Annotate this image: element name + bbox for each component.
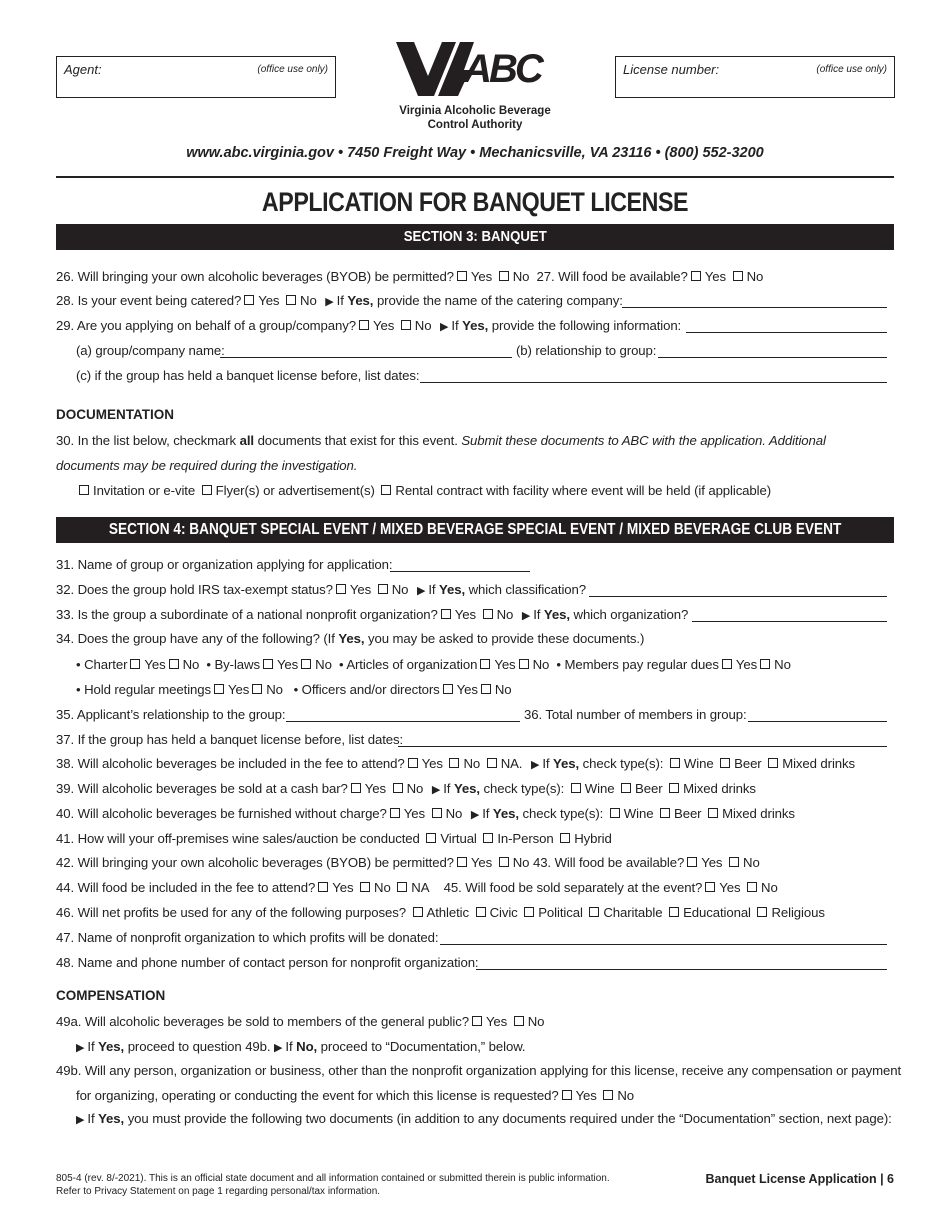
member-count-field[interactable]: [748, 720, 887, 722]
arrow-icon: ▶: [274, 1042, 283, 1054]
section-4-bar: [56, 517, 894, 543]
section-4-title: SECTION 4: BANQUET SPECIAL EVENT / MIXED BEVERAGE SPECIAL EVENT / MIXED BEVERAGE CLUB EVENT: [108, 521, 842, 538]
arrow-icon: ▶: [440, 321, 449, 333]
officers-label: • Officers and/or directors: [293, 682, 440, 697]
q39-wine-label: Wine: [584, 781, 615, 796]
relationship-field[interactable]: [286, 720, 520, 722]
q28-if-text: provide the name of the catering company:: [376, 293, 623, 308]
q33-if-text: which organization?: [573, 607, 689, 622]
q38-row: [56, 755, 894, 773]
q44-no-checkbox[interactable]: [360, 882, 370, 892]
religious-checkbox[interactable]: [757, 907, 767, 917]
q26-q27-row: [56, 268, 894, 286]
contact-person-field[interactable]: [476, 968, 887, 970]
if-yes-text: Yes,: [98, 1039, 125, 1054]
q49a-yes-checkbox[interactable]: [472, 1016, 482, 1026]
q26-yes-label: Yes: [470, 269, 493, 284]
q46-row: [56, 904, 894, 922]
if-text: If: [285, 1039, 293, 1054]
q39-no-checkbox[interactable]: [393, 783, 403, 793]
officers-yes-checkbox[interactable]: [443, 684, 453, 694]
banquet-dates-field[interactable]: [398, 745, 887, 747]
relationship-to-group-field[interactable]: [658, 356, 887, 358]
q40-wine-checkbox[interactable]: [610, 808, 620, 818]
arrow-icon: ▶: [76, 1114, 85, 1126]
q44-text: 44. Will food be included in the fee to attend?: [56, 880, 316, 895]
q34-options-row-2: [76, 681, 894, 699]
q38-wine-checkbox[interactable]: [670, 758, 680, 768]
q42-no-label: No: [512, 855, 530, 870]
q40-no-checkbox[interactable]: [432, 808, 442, 818]
q49b-yes-checkbox[interactable]: [562, 1090, 572, 1100]
agent-box[interactable]: [56, 56, 336, 98]
footer-line-1: 805-4 (rev. 8/-2021). This is an official state document and all information contained or submitted therein is public information.: [56, 1173, 610, 1184]
q40-mixed-checkbox[interactable]: [708, 808, 718, 818]
q42-q43-row: [56, 854, 894, 872]
q39-beer-label: Beer: [635, 781, 663, 796]
q48-text: 48. Name and phone number of contact person for nonprofit organization:: [56, 955, 479, 970]
q49b-note-row: [76, 1110, 894, 1128]
footer-disclaimer: [56, 1172, 610, 1198]
q47-text: 47. Name of nonprofit organization to which profits will be donated:: [56, 930, 439, 945]
if-text: If: [336, 293, 344, 308]
agent-label: Agent:: [64, 62, 102, 77]
check-types-text: check type(s):: [522, 806, 604, 821]
q27-no-checkbox[interactable]: [733, 271, 743, 281]
q43-yes-label: Yes: [701, 855, 723, 870]
if-yes-text: Yes,: [462, 318, 489, 333]
if-text: If: [451, 318, 459, 333]
q37-text: 37. If the group has held a banquet license before, list dates:: [56, 732, 404, 747]
q29-text: 29. Are you applying on behalf of a group/company?: [56, 318, 356, 333]
educational-label: Educational: [683, 905, 751, 920]
q36-text: 36. Total number of members in group:: [524, 707, 747, 722]
q39-wine-checkbox[interactable]: [571, 783, 581, 793]
if-text: If: [87, 1111, 95, 1126]
q33-text: 33. Is the group a subordinate of a national nonprofit organization?: [56, 607, 438, 622]
q27-text: 27. Will food be available?: [536, 269, 688, 284]
arrow-icon: ▶: [76, 1042, 85, 1054]
meetings-label: • Hold regular meetings: [76, 682, 211, 697]
q41-row: [56, 830, 894, 848]
q39-yes-checkbox[interactable]: [351, 783, 361, 793]
if-text: If: [482, 806, 490, 821]
q49b-row: [56, 1062, 902, 1080]
q49b-note: you must provide the following two documents (in addition to any documents required under the “Documentation” section, next page):: [127, 1111, 892, 1126]
bylaws-no-checkbox[interactable]: [301, 659, 311, 669]
q34-text-b: you may be asked to provide these documents.): [367, 631, 645, 646]
q29a-text: (a) group/company name:: [76, 343, 225, 358]
arrow-icon: ▶: [521, 610, 531, 622]
invitation-checkbox[interactable]: [79, 485, 89, 495]
agent-office-note: (office use only): [257, 64, 328, 75]
q29-if-text: provide the following information:: [491, 318, 682, 333]
q29-no-checkbox[interactable]: [401, 320, 411, 330]
q38-mixed-checkbox[interactable]: [768, 758, 778, 768]
charitable-checkbox[interactable]: [589, 907, 599, 917]
if-yes-text: Yes,: [543, 607, 570, 622]
q34-text: 34. Does the group have any of the following? (If: [56, 631, 335, 646]
q49a-row: [56, 1013, 894, 1031]
articles-yes-checkbox[interactable]: [480, 659, 490, 669]
check-types-text: check type(s):: [483, 781, 565, 796]
charter-no-checkbox[interactable]: [169, 659, 179, 669]
q40-text: 40. Will alcoholic beverages be furnished without charge?: [56, 806, 387, 821]
q42-no-checkbox[interactable]: [499, 857, 509, 867]
articles-label: • Articles of organization: [338, 657, 478, 672]
q40-wine-label: Wine: [623, 806, 654, 821]
documentation-heading: DOCUMENTATION: [56, 407, 174, 422]
if-text: If: [443, 781, 451, 796]
q43-text: 43. Will food be available?: [532, 855, 685, 870]
dues-no-label: No: [774, 657, 791, 672]
q30-note: Submit these documents to ABC with the application. Additional: [461, 433, 826, 448]
articles-no-checkbox[interactable]: [519, 659, 529, 669]
q38-no-checkbox[interactable]: [449, 758, 459, 768]
flyer-label: Flyer(s) or advertisement(s): [215, 483, 375, 498]
civic-checkbox[interactable]: [476, 907, 486, 917]
q44-yes-checkbox[interactable]: [318, 882, 328, 892]
q32-yes-label: Yes: [349, 582, 372, 597]
authority-name: [380, 104, 570, 132]
q28-no-label: No: [300, 293, 317, 308]
meetings-no-checkbox[interactable]: [252, 684, 262, 694]
q33-no-label: No: [496, 607, 514, 622]
athletic-label: Athletic: [426, 905, 469, 920]
q28-text: 28. Is your event being catered?: [56, 293, 242, 308]
q45-text: 45. Will food be sold separately at the event?: [443, 880, 703, 895]
q27-no-label: No: [746, 269, 764, 284]
q49b-text: 49b. Will any person, organization or business, other than the nonprofit organization applying for this license, receive any compensation or payment: [56, 1063, 902, 1078]
q36-row: [524, 706, 764, 724]
dues-no-checkbox[interactable]: [760, 659, 770, 669]
charter-yes-checkbox[interactable]: [130, 659, 140, 669]
q46-text: 46. Will net profits be used for any of the following purposes?: [56, 905, 406, 920]
arrow-icon: ▶: [416, 585, 426, 597]
q28-no-checkbox[interactable]: [286, 295, 296, 305]
q31-text: 31. Name of group or organization applying for application:: [56, 557, 393, 572]
charter-label: • Charter: [76, 657, 128, 672]
q38-beer-label: Beer: [734, 756, 762, 771]
section-3-bar: [56, 224, 894, 250]
flyer-checkbox[interactable]: [202, 485, 212, 495]
dues-yes-checkbox[interactable]: [722, 659, 732, 669]
q45-yes-label: Yes: [719, 880, 741, 895]
section-3-title: SECTION 3: BANQUET: [403, 228, 547, 245]
q26-yes-checkbox[interactable]: [457, 271, 467, 281]
q49b-yes-label: Yes: [575, 1088, 597, 1103]
bylaws-yes-label: Yes: [276, 657, 299, 672]
if-yes-text: Yes,: [439, 582, 466, 597]
q49a-note-row: [76, 1038, 894, 1056]
educational-checkbox[interactable]: [669, 907, 679, 917]
q38-wine-label: Wine: [683, 756, 714, 771]
previous-license-dates-field[interactable]: [420, 381, 887, 383]
q26-no-checkbox[interactable]: [499, 271, 509, 281]
q39-mixed-checkbox[interactable]: [669, 783, 679, 793]
q32-text: 32. Does the group hold IRS tax-exempt status?: [56, 582, 333, 597]
q44-na-checkbox[interactable]: [397, 882, 407, 892]
q29c-text: (c) if the group has held a banquet license before, list dates:: [76, 368, 420, 383]
if-text: If: [428, 582, 436, 597]
charter-no-label: No: [182, 657, 200, 672]
q29-yes-checkbox[interactable]: [359, 320, 369, 330]
page-title: APPLICATION FOR BANQUET LICENSE: [261, 187, 689, 217]
q40-no-label: No: [445, 806, 463, 821]
arrow-icon: ▶: [325, 296, 334, 308]
tax-classification-field[interactable]: [589, 595, 887, 597]
q27-yes-checkbox[interactable]: [691, 271, 701, 281]
q38-na-label: NA.: [500, 756, 523, 771]
q27-yes-label: Yes: [704, 269, 726, 284]
meetings-yes-label: Yes: [228, 682, 250, 697]
bylaws-no-label: No: [315, 657, 332, 672]
meetings-yes-checkbox[interactable]: [214, 684, 224, 694]
license-office-note: (office use only): [816, 64, 887, 75]
q42-yes-checkbox[interactable]: [457, 857, 467, 867]
q30-note-line2: documents may be required during the investigation.: [56, 458, 358, 473]
dues-label: • Members pay regular dues: [556, 657, 719, 672]
q44-q45-row: [56, 879, 894, 897]
q49a-no-label: No: [527, 1014, 545, 1029]
q39-mixed-label: Mixed drinks: [683, 781, 756, 796]
header-divider: [56, 176, 894, 178]
q29-info-field[interactable]: [686, 331, 887, 333]
q38-mixed-label: Mixed drinks: [782, 756, 856, 771]
articles-no-label: No: [532, 657, 550, 672]
q49b-no-checkbox[interactable]: [603, 1090, 613, 1100]
q28-yes-label: Yes: [258, 293, 280, 308]
nonprofit-name-field[interactable]: [440, 943, 887, 945]
q30-text: 30. In the list below, checkmark: [56, 433, 237, 448]
q32-no-checkbox[interactable]: [378, 584, 388, 594]
political-label: Political: [538, 905, 583, 920]
q29-yes-label: Yes: [373, 318, 395, 333]
compensation-heading: COMPENSATION: [56, 988, 166, 1003]
q39-row: [56, 780, 894, 798]
catering-company-field[interactable]: [622, 306, 887, 308]
page-footer-title: Banquet License Application | 6: [705, 1172, 894, 1186]
hybrid-label: Hybrid: [574, 831, 612, 846]
q45-no-label: No: [761, 880, 778, 895]
q26-no-label: No: [512, 269, 530, 284]
q30-row: [56, 432, 894, 450]
q41-text: 41. How will your off-premises wine sales/auction be conducted: [56, 831, 420, 846]
q45-yes-checkbox[interactable]: [705, 882, 715, 892]
q43-yes-checkbox[interactable]: [687, 857, 697, 867]
bylaws-label: • By-laws: [206, 657, 260, 672]
invitation-label: Invitation or e-vite: [93, 483, 196, 498]
q40-beer-label: Beer: [674, 806, 702, 821]
q39-text: 39. Will alcoholic beverages be sold at a cash bar?: [56, 781, 348, 796]
officers-yes-label: Yes: [456, 682, 478, 697]
if-no-text: No,: [296, 1039, 318, 1054]
q34-options-row-1: [76, 656, 894, 674]
religious-label: Religious: [771, 905, 825, 920]
q34-row: [56, 630, 894, 648]
authority-name-line2: Control Authority: [427, 119, 523, 131]
if-yes-text: Yes,: [453, 781, 480, 796]
officers-no-checkbox[interactable]: [481, 684, 491, 694]
q49b-text-2: for organizing, operating or conducting the event for which this license is requested?: [76, 1088, 559, 1103]
q26-text: 26. Will bringing your own alcoholic beverages (BYOB) be permitted?: [56, 269, 454, 284]
if-text: If: [87, 1039, 95, 1054]
dues-yes-label: Yes: [735, 657, 758, 672]
q28-yes-checkbox[interactable]: [244, 295, 254, 305]
q49a-text: 49a. Will alcoholic beverages be sold to members of the general public?: [56, 1014, 469, 1029]
q32-if-text: which classification?: [468, 582, 586, 597]
q32-yes-checkbox[interactable]: [336, 584, 346, 594]
q40-yes-checkbox[interactable]: [390, 808, 400, 818]
q30-all: all: [239, 433, 254, 448]
q42-text: 42. Will bringing your own alcoholic beverages (BYOB) be permitted?: [56, 855, 454, 870]
meetings-no-label: No: [266, 682, 283, 697]
if-yes-text: Yes,: [347, 293, 374, 308]
footer-line-2: Refer to Privacy Statement on page 1 regarding personal/tax information.: [56, 1186, 381, 1197]
arrow-icon: ▶: [431, 784, 441, 796]
national-organization-field[interactable]: [692, 620, 887, 622]
contact-line: www.abc.virginia.gov • 7450 Freight Way • Mechanicsville, VA 23116 • (800) 552-3200: [186, 145, 764, 161]
q29b-text: (b) relationship to group:: [516, 343, 657, 358]
group-company-name-field[interactable]: [220, 356, 512, 358]
q32-no-label: No: [391, 582, 409, 597]
q39-yes-label: Yes: [364, 781, 387, 796]
q38-no-label: No: [463, 756, 481, 771]
q43-no-checkbox[interactable]: [729, 857, 739, 867]
q33-no-checkbox[interactable]: [483, 609, 493, 619]
q49a-yes-label: Yes: [485, 1014, 508, 1029]
q30-options-row: [76, 482, 894, 500]
q34-yes-text: Yes,: [338, 631, 365, 646]
articles-yes-label: Yes: [494, 657, 516, 672]
in-person-checkbox[interactable]: [483, 833, 493, 843]
in-person-label: In-Person: [497, 831, 554, 846]
political-checkbox[interactable]: [524, 907, 534, 917]
q49a-note-2: proceed to “Documentation,” below.: [320, 1039, 526, 1054]
if-yes-text: Yes,: [492, 806, 519, 821]
q40-mixed-label: Mixed drinks: [722, 806, 795, 821]
athletic-checkbox[interactable]: [413, 907, 423, 917]
q38-yes-label: Yes: [421, 756, 443, 771]
license-number-label: License number:: [623, 62, 720, 77]
q38-text: 38. Will alcoholic beverages be included in the fee to attend?: [56, 756, 405, 771]
if-yes-text: Yes,: [553, 756, 580, 771]
q38-na-checkbox[interactable]: [487, 758, 497, 768]
bylaws-yes-checkbox[interactable]: [263, 659, 273, 669]
civic-label: Civic: [489, 905, 518, 920]
if-text: If: [542, 756, 550, 771]
svg-text:ABC: ABC: [463, 47, 541, 91]
q44-na-label: NA: [411, 880, 430, 895]
rental-contract-label: Rental contract with facility where event will be held (if applicable): [395, 483, 772, 498]
q49a-no-checkbox[interactable]: [514, 1016, 524, 1026]
hybrid-checkbox[interactable]: [560, 833, 570, 843]
q49b-row-2: [76, 1087, 894, 1105]
q39-no-label: No: [406, 781, 424, 796]
q38-beer-checkbox[interactable]: [720, 758, 730, 768]
q40-yes-label: Yes: [403, 806, 425, 821]
arrow-icon: ▶: [470, 809, 480, 821]
charitable-label: Charitable: [603, 905, 663, 920]
q40-row: [56, 805, 894, 823]
virtual-label: Virtual: [440, 831, 477, 846]
q33-yes-checkbox[interactable]: [441, 609, 451, 619]
q39-beer-checkbox[interactable]: [621, 783, 631, 793]
arrow-icon: ▶: [530, 759, 540, 771]
group-name-field[interactable]: [390, 570, 530, 572]
q45-no-checkbox[interactable]: [747, 882, 757, 892]
if-text: If: [533, 607, 541, 622]
q49a-note-1: proceed to question 49b.: [127, 1039, 271, 1054]
if-yes-text: Yes,: [98, 1111, 125, 1126]
license-number-box[interactable]: [615, 56, 895, 98]
virtual-checkbox[interactable]: [426, 833, 436, 843]
q38-yes-checkbox[interactable]: [408, 758, 418, 768]
q44-no-label: No: [374, 880, 391, 895]
q30-text-b: documents that exist for this event.: [257, 433, 458, 448]
q33-yes-label: Yes: [454, 607, 476, 622]
q42-yes-label: Yes: [470, 855, 493, 870]
q35-text: 35. Applicant’s relationship to the group:: [56, 707, 286, 722]
va-abc-logo: [394, 40, 554, 98]
q49b-no-label: No: [617, 1088, 635, 1103]
authority-name-line1: Virginia Alcoholic Beverage: [399, 105, 551, 117]
q44-yes-label: Yes: [332, 880, 354, 895]
rental-contract-checkbox[interactable]: [381, 485, 391, 495]
charter-yes-label: Yes: [144, 657, 166, 672]
q29-no-label: No: [414, 318, 432, 333]
check-types-text: check type(s):: [582, 756, 664, 771]
q40-beer-checkbox[interactable]: [660, 808, 670, 818]
officers-no-label: No: [494, 682, 512, 697]
q43-no-label: No: [743, 855, 760, 870]
